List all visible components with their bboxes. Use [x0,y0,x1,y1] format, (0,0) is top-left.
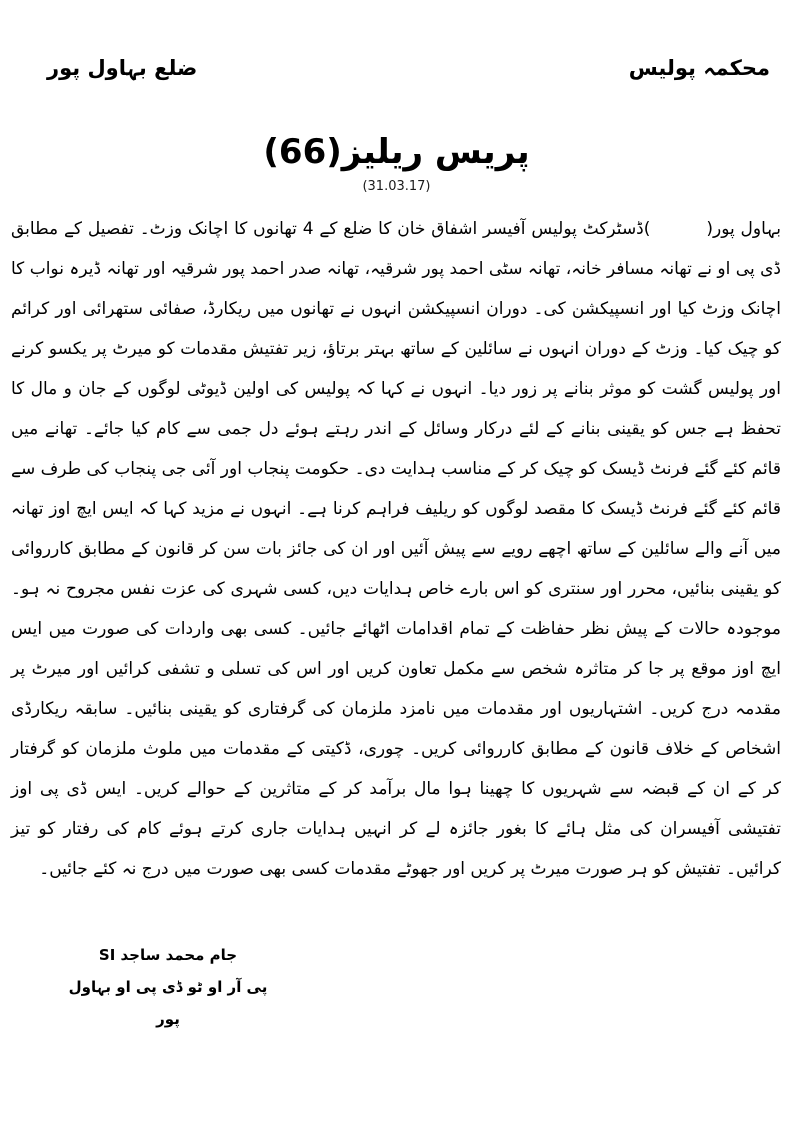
body-text: )ڈسٹرکٹ پولیس آفیسر اشفاق خان کا ضلع کے 4 تھانوں کا اچانک وزٹ۔ تفصیل کے مطابق ڈی پی او نے تھانہ مسافر خانہ، تھانہ سٹی احمد پور شرقیہ، تھانہ صدر احمد پور شرقیہ اور تھانہ ڈیرہ نواب کا اچانک وزٹ کیا اور انسپیکشن کی۔ دوران انسپیکشن انہوں نے تھانوں میں ریکارڈ، صفائی ستھرائی اور کرائم کو چیک کیا۔ وزٹ کے دوران انہوں نے سائلین کے ساتھ بہتر برتاؤ، زیر تفتیش مقدمات کو میرٹ پر یکسو کرنے اور پولیس گشت کو موثر بنانے پر زور دیا۔ انہوں نے کہا کہ پولیس کی اولین ڈیوٹی لوگوں کے جان و مال کا تحفظ ہے جس کو یقینی بنانے کے لئے درکار وسائل کے اندر رہتے ہوئے دل جمی سے کام کیا جائے۔ تھانے میں قائم کئے گئے فرنٹ ڈیسک کو چیک کر کے مناسب ہدایت دی۔ حکومت پنجاب اور آئی جی پنجاب کی طرف سے قائم کئے گئے فرنٹ ڈیسک کا مقصد لوگوں کو ریلیف فراہم کرنا ہے۔ انہوں نے مزید کہا کہ ایس ایچ اوز تھانہ میں آنے والے سائلین کے ساتھ اچھے رویے سے پیش آئیں اور ان کی جائز بات سن کر قانون کے مطابق کارروائی کو یقینی بنائیں، محرر اور سنتری کو اس بارے خاص ہدایات دیں، کسی شہری کی عزت نفس مجروح نہ ہو۔ موجودہ حالات کے پیش نظر حفاظت کے تمام اقدامات اٹھائے جائیں۔ کسی بھی واردات کی صورت میں ایس ایچ اوز موقع پر جا کر متاثرہ شخص سے مکمل تعاون کریں اور اس کی تسلی و تشفی کرائیں اور میرٹ پر مقدمہ درج کریں۔ اشتہاریوں اور مقدمات میں نامزد ملزمان کی گرفتاری کو یقینی بنائیں۔ سابقہ ریکارڈی اشخاص کے خلاف قانون کے مطابق کارروائی کریں۔ چوری، ڈکیتی کے مقدمات میں ملوث ملزمان کو گرفتار کر کے ان کے قبضہ سے شہریوں کا چھینا ہوا مال برآمد کر کے متاثرین کے حوالے کریں۔ ایس ڈی پی اوز تفتیشی آفیسران کی مثل ہائے کا بغور جائزہ لے کر انہیں ہدایات جاری کرتے ہوئے کام کی رفتار کو تیز کرائیں۔ تفتیش کو ہر صورت میرٹ پر کریں اور جھوٹے مقدمات کسی بھی صورت میں درج نہ کئے جائیں۔ [11,218,781,879]
signatory-designation: پی آر او ٹو ڈی پی او بہاول پور [68,977,268,1028]
signatory-name: جام محمد ساجد SI [98,945,238,964]
press-release-body [0,209,793,889]
release-date: (31.03.17) [362,178,431,194]
press-release-title: پریس ریلیز(66) [263,131,530,172]
document-header [0,0,793,86]
department-name: محکمہ پولیس [628,56,770,80]
signature-block [62,939,274,1035]
dateline-city: بہاول پور( [706,218,781,239]
district-name: ضلع بہاول پور [47,56,198,80]
